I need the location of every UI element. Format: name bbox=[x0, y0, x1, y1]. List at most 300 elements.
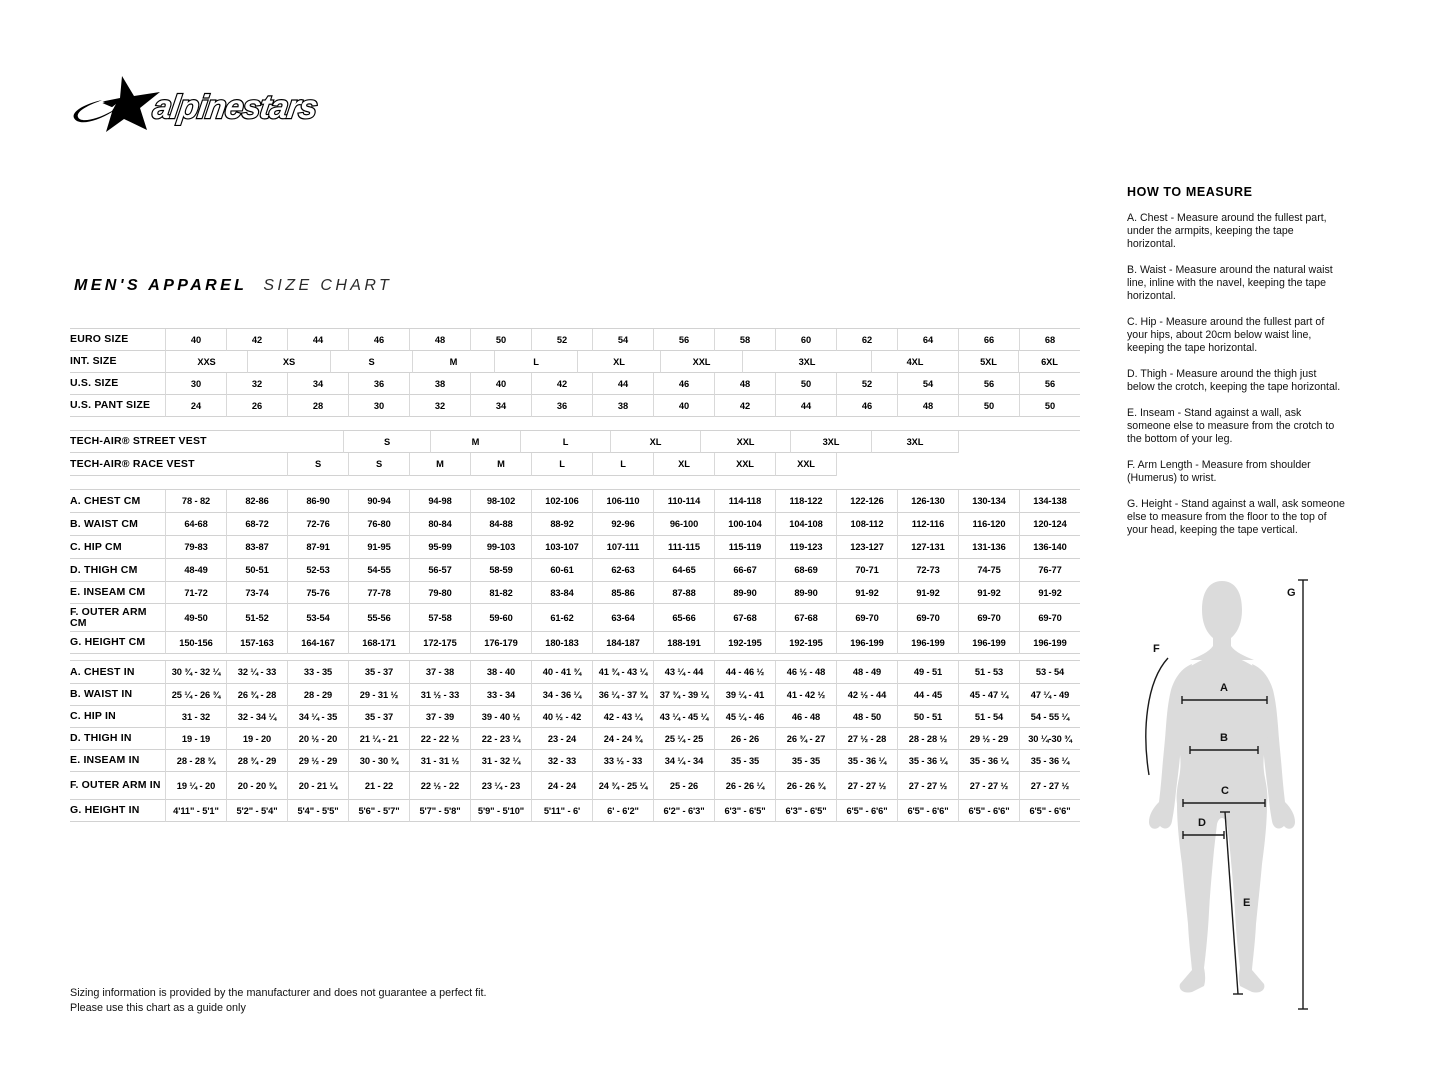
table-cell: 85-86 bbox=[592, 582, 653, 604]
row-label: D. THIGH CM bbox=[70, 559, 165, 582]
table-cell: 29 - 31 ½ bbox=[348, 684, 409, 706]
body-diagram-svg bbox=[1140, 572, 1320, 1017]
table-cell: S bbox=[330, 351, 412, 373]
table-cell: 69-70 bbox=[836, 604, 897, 632]
footer-line-2: Please use this chart as a guide only bbox=[70, 1001, 246, 1014]
table-cell: 99-103 bbox=[470, 536, 531, 559]
table-cell bbox=[958, 431, 1080, 453]
table-cell: 50 bbox=[1019, 395, 1080, 417]
table-cell: 196-199 bbox=[836, 632, 897, 654]
table-cell: 23 - 24 bbox=[531, 728, 592, 750]
table-row bbox=[70, 373, 1080, 395]
row-label: B. WAIST IN bbox=[70, 684, 165, 706]
table-cell: 20 - 20 ¾ bbox=[226, 772, 287, 800]
table-cell: 39 ¼ - 41 bbox=[714, 684, 775, 706]
row-label: D. THIGH IN bbox=[70, 728, 165, 750]
table-cell: 94-98 bbox=[409, 490, 470, 513]
table-cell: 27 - 27 ½ bbox=[897, 772, 958, 800]
silhouette-torso-legs bbox=[1173, 655, 1271, 993]
table-cell: 31 - 32 ¼ bbox=[470, 750, 531, 772]
table-cell: 56 bbox=[653, 329, 714, 351]
table-cell: S bbox=[343, 431, 430, 453]
row-label: F. OUTER ARM CM bbox=[70, 604, 165, 632]
table-cell: 42 bbox=[714, 395, 775, 417]
table-block bbox=[70, 660, 1080, 822]
table-cell: 58-59 bbox=[470, 559, 531, 582]
table-cell: 49-50 bbox=[165, 604, 226, 632]
table-cell: 20 ½ - 20 bbox=[287, 728, 348, 750]
table-cell: L bbox=[520, 431, 610, 453]
table-cell: XXL bbox=[775, 453, 836, 476]
table-cell: 22 - 23 ¼ bbox=[470, 728, 531, 750]
table-cell: 5'9" - 5'10" bbox=[470, 800, 531, 822]
row-label: EURO SIZE bbox=[70, 329, 165, 351]
table-cell: 32 - 34 ¼ bbox=[226, 706, 287, 728]
body-measurement-diagram bbox=[1140, 572, 1320, 1017]
table-cell: 48 bbox=[897, 395, 958, 417]
table-cell: 34 ¼ - 35 bbox=[287, 706, 348, 728]
table-row bbox=[70, 431, 1080, 453]
alpinestars-wordmark: alpinestars bbox=[150, 89, 320, 126]
table-cell: 48 - 50 bbox=[836, 706, 897, 728]
table-cell: 26 - 26 ¼ bbox=[714, 772, 775, 800]
table-row bbox=[70, 395, 1080, 417]
measure-instruction: G. Height - Stand against a wall, ask someone else to measure from the floor to the top of your head, keeping the tape vertical. bbox=[1127, 498, 1345, 536]
table-cell: 45 - 47 ¼ bbox=[958, 684, 1019, 706]
table-cell: 50 bbox=[775, 373, 836, 395]
table-cell: 59-60 bbox=[470, 604, 531, 632]
table-cell: 5XL bbox=[958, 351, 1018, 373]
table-row bbox=[70, 604, 1080, 632]
table-cell: 37 - 39 bbox=[409, 706, 470, 728]
table-cell: 56-57 bbox=[409, 559, 470, 582]
table-cell: 34 bbox=[287, 373, 348, 395]
table-cell: 67-68 bbox=[714, 604, 775, 632]
table-cell: M bbox=[409, 453, 470, 476]
measure-instruction: D. Thigh - Measure around the thigh just below the crotch, keeping the tape horizontal. bbox=[1127, 368, 1341, 393]
table-cell: 74-75 bbox=[958, 559, 1019, 582]
row-label: TECH-AIR® RACE VEST bbox=[70, 453, 287, 476]
table-cell: 66 bbox=[958, 329, 1019, 351]
footer-note bbox=[70, 986, 487, 1015]
table-cell: 6'2" - 6'3" bbox=[653, 800, 714, 822]
table-cell: XL bbox=[577, 351, 660, 373]
table-cell: 54 - 55 ¼ bbox=[1019, 706, 1080, 728]
table-cell: 46 ½ - 48 bbox=[775, 661, 836, 684]
label-inseam: E bbox=[1243, 897, 1251, 909]
table-cell: 56 bbox=[958, 373, 1019, 395]
table-cell: 90-94 bbox=[348, 490, 409, 513]
table-row bbox=[70, 632, 1080, 654]
table-cell: 196-199 bbox=[958, 632, 1019, 654]
table-cell: 106-110 bbox=[592, 490, 653, 513]
table-cell: 46 bbox=[653, 373, 714, 395]
table-cell: 30 bbox=[348, 395, 409, 417]
label-height: G bbox=[1287, 587, 1296, 599]
label-thigh: D bbox=[1198, 817, 1206, 829]
table-cell: 51-52 bbox=[226, 604, 287, 632]
table-cell: 25 ¼ - 26 ¾ bbox=[165, 684, 226, 706]
table-cell: 30 ¾ - 32 ¼ bbox=[165, 661, 226, 684]
table-cell: 107-111 bbox=[592, 536, 653, 559]
table-cell: 49 - 51 bbox=[897, 661, 958, 684]
table-cell: 35 - 36 ¼ bbox=[1019, 750, 1080, 772]
table-cell: 33 ½ - 33 bbox=[592, 750, 653, 772]
table-cell: 73-74 bbox=[226, 582, 287, 604]
table-cell: 28 ¾ - 29 bbox=[226, 750, 287, 772]
row-label: G. HEIGHT CM bbox=[70, 632, 165, 654]
table-cell: 19 ¼ - 20 bbox=[165, 772, 226, 800]
table-cell: 41 ¾ - 43 ¼ bbox=[592, 661, 653, 684]
table-cell: 81-82 bbox=[470, 582, 531, 604]
table-cell: 6'5" - 6'6" bbox=[836, 800, 897, 822]
table-cell: 51 - 54 bbox=[958, 706, 1019, 728]
table-cell: 28 - 29 bbox=[287, 684, 348, 706]
table-cell: L bbox=[494, 351, 577, 373]
table-cell: S bbox=[287, 453, 348, 476]
table-cell: 83-87 bbox=[226, 536, 287, 559]
table-cell: 32 ¼ - 33 bbox=[226, 661, 287, 684]
table-cell: 5'7" - 5'8" bbox=[409, 800, 470, 822]
row-label: A. CHEST CM bbox=[70, 490, 165, 513]
table-cell: 6'5" - 6'6" bbox=[897, 800, 958, 822]
table-cell: XXS bbox=[165, 351, 247, 373]
table-cell: 48 bbox=[714, 373, 775, 395]
table-cell: 24 bbox=[165, 395, 226, 417]
measure-instruction: B. Waist - Measure around the natural waist line, inline with the navel, keeping the tape horizontal. bbox=[1127, 264, 1333, 302]
table-cell: 4XL bbox=[871, 351, 958, 373]
table-block bbox=[70, 328, 1080, 417]
table-cell: L bbox=[592, 453, 653, 476]
table-cell: 70-71 bbox=[836, 559, 897, 582]
table-cell: 136-140 bbox=[1019, 536, 1080, 559]
table-cell: 69-70 bbox=[958, 604, 1019, 632]
table-cell: M bbox=[470, 453, 531, 476]
table-cell: 134-138 bbox=[1019, 490, 1080, 513]
row-label: A. CHEST IN bbox=[70, 661, 165, 684]
table-cell bbox=[836, 453, 1080, 476]
table-cell: 91-95 bbox=[348, 536, 409, 559]
table-cell: 28 bbox=[287, 395, 348, 417]
table-cell: 3XL bbox=[871, 431, 958, 453]
table-cell: 95-99 bbox=[409, 536, 470, 559]
table-cell: 86-90 bbox=[287, 490, 348, 513]
table-cell: 44 - 45 bbox=[897, 684, 958, 706]
table-cell: 6'5" - 6'6" bbox=[1019, 800, 1080, 822]
row-label: C. HIP IN bbox=[70, 706, 165, 728]
table-cell: 23 ¼ - 23 bbox=[470, 772, 531, 800]
table-cell: 22 ½ - 22 bbox=[409, 772, 470, 800]
table-cell: 87-91 bbox=[287, 536, 348, 559]
table-cell: 26 ¾ - 27 bbox=[775, 728, 836, 750]
table-cell: XL bbox=[653, 453, 714, 476]
table-cell: 60 bbox=[775, 329, 836, 351]
table-row bbox=[70, 800, 1080, 822]
table-row bbox=[70, 351, 1080, 373]
silhouette-head bbox=[1190, 581, 1254, 660]
table-cell: 51 - 53 bbox=[958, 661, 1019, 684]
table-cell: 192-195 bbox=[775, 632, 836, 654]
table-cell: 83-84 bbox=[531, 582, 592, 604]
table-cell: 26 ¾ - 28 bbox=[226, 684, 287, 706]
row-label: INT. SIZE bbox=[70, 351, 165, 373]
table-cell: 19 - 19 bbox=[165, 728, 226, 750]
table-cell: 192-195 bbox=[714, 632, 775, 654]
table-cell: 61-62 bbox=[531, 604, 592, 632]
table-cell: 62-63 bbox=[592, 559, 653, 582]
table-row bbox=[70, 329, 1080, 351]
table-row bbox=[70, 772, 1080, 800]
how-to-measure-heading: HOW TO MEASURE bbox=[1127, 185, 1253, 199]
table-cell: 78 - 82 bbox=[165, 490, 226, 513]
table-row bbox=[70, 684, 1080, 706]
table-cell: 21 ¼ - 21 bbox=[348, 728, 409, 750]
table-cell: 110-114 bbox=[653, 490, 714, 513]
table-cell: 28 - 28 ¾ bbox=[165, 750, 226, 772]
table-cell: 77-78 bbox=[348, 582, 409, 604]
table-cell: 42 bbox=[226, 329, 287, 351]
table-cell: 114-118 bbox=[714, 490, 775, 513]
table-cell: 69-70 bbox=[1019, 604, 1080, 632]
how-to-measure-panel bbox=[1127, 185, 1345, 537]
table-cell: 68-72 bbox=[226, 513, 287, 536]
table-cell: 115-119 bbox=[714, 536, 775, 559]
table-row bbox=[70, 536, 1080, 559]
table-cell: 196-199 bbox=[897, 632, 958, 654]
table-cell: 46 - 48 bbox=[775, 706, 836, 728]
table-cell: 42 - 43 ¼ bbox=[592, 706, 653, 728]
table-cell: 126-130 bbox=[897, 490, 958, 513]
row-label: G. HEIGHT IN bbox=[70, 800, 165, 822]
table-cell: 43 ¼ - 44 bbox=[653, 661, 714, 684]
table-cell: 38 bbox=[409, 373, 470, 395]
table-cell: 76-80 bbox=[348, 513, 409, 536]
table-cell: 31 - 32 bbox=[165, 706, 226, 728]
table-cell: 91-92 bbox=[958, 582, 1019, 604]
table-cell: 53-54 bbox=[287, 604, 348, 632]
table-cell: 3XL bbox=[790, 431, 871, 453]
measure-instruction: C. Hip - Measure around the fullest part of your hips, about 20cm below waist line, keeping the tape horizontal. bbox=[1127, 316, 1325, 354]
table-cell: 5'6" - 5'7" bbox=[348, 800, 409, 822]
table-cell: 116-120 bbox=[958, 513, 1019, 536]
table-cell: 6' - 6'2" bbox=[592, 800, 653, 822]
table-cell: 119-123 bbox=[775, 536, 836, 559]
page-title bbox=[74, 277, 392, 295]
table-cell: 131-136 bbox=[958, 536, 1019, 559]
table-cell: 48 - 49 bbox=[836, 661, 897, 684]
table-cell: 32 - 33 bbox=[531, 750, 592, 772]
table-block bbox=[70, 489, 1080, 654]
table-cell: 120-124 bbox=[1019, 513, 1080, 536]
table-cell: 21 - 22 bbox=[348, 772, 409, 800]
table-cell: 57-58 bbox=[409, 604, 470, 632]
measure-instruction: F. Arm Length - Measure from shoulder (Humerus) to wrist. bbox=[1127, 459, 1311, 484]
table-cell: 3XL bbox=[742, 351, 871, 373]
table-cell: 6'5" - 6'6" bbox=[958, 800, 1019, 822]
table-cell: 46 bbox=[348, 329, 409, 351]
table-cell: 35 - 37 bbox=[348, 661, 409, 684]
table-cell: 84-88 bbox=[470, 513, 531, 536]
table-cell: 35 - 35 bbox=[714, 750, 775, 772]
size-table bbox=[70, 328, 1080, 822]
table-cell: 40 - 41 ¾ bbox=[531, 661, 592, 684]
table-cell: 62 bbox=[836, 329, 897, 351]
table-cell: 157-163 bbox=[226, 632, 287, 654]
table-cell: 184-187 bbox=[592, 632, 653, 654]
table-cell: 172-175 bbox=[409, 632, 470, 654]
table-cell: 55-56 bbox=[348, 604, 409, 632]
table-cell: 127-131 bbox=[897, 536, 958, 559]
alpinestars-star-icon bbox=[74, 76, 160, 132]
table-cell: 98-102 bbox=[470, 490, 531, 513]
table-cell: XL bbox=[610, 431, 700, 453]
table-row bbox=[70, 728, 1080, 750]
table-cell: 102-106 bbox=[531, 490, 592, 513]
table-cell: 35 - 36 ¼ bbox=[958, 750, 1019, 772]
table-cell: 196-199 bbox=[1019, 632, 1080, 654]
row-label: TECH-AIR® STREET VEST bbox=[70, 431, 343, 453]
table-cell: 5'11" - 6' bbox=[531, 800, 592, 822]
table-cell: 26 - 26 bbox=[714, 728, 775, 750]
table-row bbox=[70, 706, 1080, 728]
table-cell: 88-92 bbox=[531, 513, 592, 536]
table-cell: 22 - 22 ½ bbox=[409, 728, 470, 750]
table-cell: 72-73 bbox=[897, 559, 958, 582]
table-cell: 52-53 bbox=[287, 559, 348, 582]
table-cell: 33 - 34 bbox=[470, 684, 531, 706]
table-cell: 58 bbox=[714, 329, 775, 351]
table-cell: 48-49 bbox=[165, 559, 226, 582]
row-label: F. OUTER ARM IN bbox=[70, 772, 165, 800]
table-cell: 32 bbox=[226, 373, 287, 395]
table-cell: 38 - 40 bbox=[470, 661, 531, 684]
table-cell: 6'3" - 6'5" bbox=[714, 800, 775, 822]
table-cell: 25 - 26 bbox=[653, 772, 714, 800]
table-cell: 26 bbox=[226, 395, 287, 417]
table-cell: 19 - 20 bbox=[226, 728, 287, 750]
table-cell: M bbox=[430, 431, 520, 453]
label-chest: A bbox=[1220, 682, 1228, 694]
table-cell: 130-134 bbox=[958, 490, 1019, 513]
table-cell: 75-76 bbox=[287, 582, 348, 604]
table-cell: 104-108 bbox=[775, 513, 836, 536]
table-cell: 54 bbox=[897, 373, 958, 395]
table-cell: 40 ½ - 42 bbox=[531, 706, 592, 728]
table-cell: 28 - 28 ½ bbox=[897, 728, 958, 750]
table-cell: 91-92 bbox=[1019, 582, 1080, 604]
table-row bbox=[70, 559, 1080, 582]
table-cell: 67-68 bbox=[775, 604, 836, 632]
table-cell: 40 bbox=[165, 329, 226, 351]
table-cell: 45 ¼ - 46 bbox=[714, 706, 775, 728]
table-cell: 34 ¼ - 34 bbox=[653, 750, 714, 772]
table-cell: 66-67 bbox=[714, 559, 775, 582]
table-cell: 82-86 bbox=[226, 490, 287, 513]
table-cell: 50-51 bbox=[226, 559, 287, 582]
table-cell: 164-167 bbox=[287, 632, 348, 654]
measure-instruction: A. Chest - Measure around the fullest part, under the armpits, keeping the tape horizontal. bbox=[1127, 212, 1327, 250]
table-row bbox=[70, 453, 1080, 476]
label-waist: B bbox=[1220, 732, 1228, 744]
table-cell: 40 bbox=[653, 395, 714, 417]
table-cell: 63-64 bbox=[592, 604, 653, 632]
table-cell: 92-96 bbox=[592, 513, 653, 536]
table-cell: 122-126 bbox=[836, 490, 897, 513]
table-cell: 91-92 bbox=[836, 582, 897, 604]
table-cell: 25 ¼ - 25 bbox=[653, 728, 714, 750]
table-cell: 39 - 40 ½ bbox=[470, 706, 531, 728]
table-cell: 168-171 bbox=[348, 632, 409, 654]
table-cell: 35 - 37 bbox=[348, 706, 409, 728]
table-cell: 33 - 35 bbox=[287, 661, 348, 684]
table-cell: 103-107 bbox=[531, 536, 592, 559]
table-cell: 35 - 35 bbox=[775, 750, 836, 772]
label-hip: C bbox=[1221, 785, 1229, 797]
table-cell: 60-61 bbox=[531, 559, 592, 582]
table-cell: 79-80 bbox=[409, 582, 470, 604]
table-cell: 29 ½ - 29 bbox=[958, 728, 1019, 750]
row-label: U.S. PANT SIZE bbox=[70, 395, 165, 417]
table-cell: 80-84 bbox=[409, 513, 470, 536]
table-cell: 54 bbox=[592, 329, 653, 351]
table-cell: 46 bbox=[836, 395, 897, 417]
table-cell: 42 ½ - 44 bbox=[836, 684, 897, 706]
page-title-secondary: SIZE CHART bbox=[263, 277, 393, 294]
table-cell: 34 bbox=[470, 395, 531, 417]
table-cell: 68 bbox=[1019, 329, 1080, 351]
table-cell: 72-76 bbox=[287, 513, 348, 536]
table-cell: 64-68 bbox=[165, 513, 226, 536]
table-cell: 5'2" - 5'4" bbox=[226, 800, 287, 822]
table-cell: 65-66 bbox=[653, 604, 714, 632]
table-cell: 118-122 bbox=[775, 490, 836, 513]
table-cell: 44 bbox=[592, 373, 653, 395]
table-cell: 108-112 bbox=[836, 513, 897, 536]
table-cell: 44 - 46 ½ bbox=[714, 661, 775, 684]
table-cell: 27 - 27 ½ bbox=[836, 772, 897, 800]
table-row bbox=[70, 582, 1080, 604]
table-cell: 27 - 27 ½ bbox=[958, 772, 1019, 800]
table-cell: 111-115 bbox=[653, 536, 714, 559]
table-cell: 40 bbox=[470, 373, 531, 395]
table-cell: 35 - 36 ¼ bbox=[897, 750, 958, 772]
table-cell: 27 - 27 ½ bbox=[1019, 772, 1080, 800]
table-cell: XXL bbox=[660, 351, 742, 373]
table-cell: S bbox=[348, 453, 409, 476]
table-cell: 68-69 bbox=[775, 559, 836, 582]
table-cell: 50 bbox=[958, 395, 1019, 417]
table-cell: XS bbox=[247, 351, 330, 373]
alpinestars-logo bbox=[70, 74, 326, 140]
table-cell: 35 - 36 ¼ bbox=[836, 750, 897, 772]
table-cell: 24 - 24 bbox=[531, 772, 592, 800]
table-cell: 100-104 bbox=[714, 513, 775, 536]
table-cell: 52 bbox=[531, 329, 592, 351]
table-cell: 27 ½ - 28 bbox=[836, 728, 897, 750]
table-cell: 53 - 54 bbox=[1019, 661, 1080, 684]
table-row bbox=[70, 661, 1080, 684]
table-cell: 5'4" - 5'5" bbox=[287, 800, 348, 822]
table-cell: 6XL bbox=[1018, 351, 1080, 373]
table-cell: 150-156 bbox=[165, 632, 226, 654]
table-cell: 76-77 bbox=[1019, 559, 1080, 582]
table-cell: 20 - 21 ¼ bbox=[287, 772, 348, 800]
table-row bbox=[70, 750, 1080, 772]
table-cell: 4'11" - 5'1" bbox=[165, 800, 226, 822]
table-cell: L bbox=[531, 453, 592, 476]
table-cell: 24 ¾ - 25 ¼ bbox=[592, 772, 653, 800]
row-label: E. INSEAM CM bbox=[70, 582, 165, 604]
